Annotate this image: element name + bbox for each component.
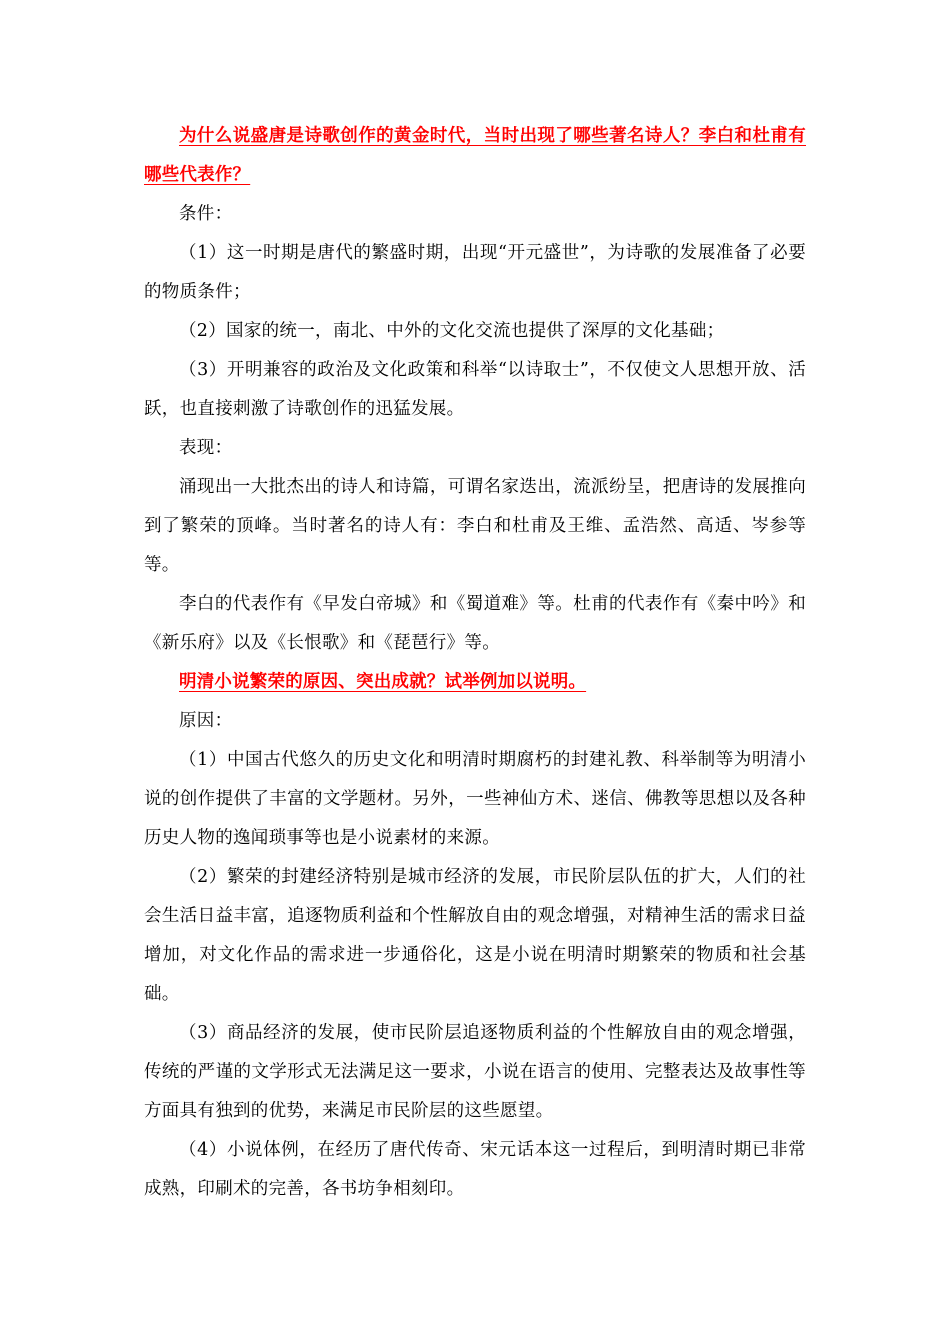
reason-paragraph-4: （4）小说体例，在经历了唐代传奇、宋元话本这一过程后，到明清时期已非常成熟，印刷术的完善，各书坊争相刻印。 — [144, 1140, 806, 1199]
section1-heading — [144, 117, 806, 195]
condition-paragraph-1: （1）这一时期是唐代的繁盛时期，出现“开元盛世”，为诗歌的发展准备了必要的物质条件； — [144, 243, 806, 302]
condition-paragraph-2: （2）国家的统一，南北、中外的文化交流也提供了深厚的文化基础； — [179, 321, 725, 341]
performance-label: 表现： — [179, 438, 233, 458]
reasons-label: 原因： — [179, 711, 233, 731]
reason-paragraph-1: （1）中国古代悠久的历史文化和明清时期腐朽的封建礼教、科举制等为明清小说的创作提供了丰富的文学题材。另外，一些神仙方术、迷信、佛教等思想以及各种历史人物的逸闻琐事等也是小说素材的来源。 — [144, 750, 806, 848]
performance-paragraph-1: 涌现出一大批杰出的诗人和诗篇，可谓名家迭出，流派纷呈，把唐诗的发展推向到了繁荣的顶峰。当时著名的诗人有：李白和杜甫及王维、孟浩然、高适、岑参等等。 — [144, 477, 806, 575]
reason-paragraph-3: （3）商品经济的发展，使市民阶层追逐物质利益的个性解放自由的观念增强，传统的严谨的文学形式无法满足这一要求，小说在语言的使用、完整表达及故事性等方面具有独到的优势，来满足市民阶层的这些愿望。 — [144, 1023, 806, 1121]
conditions-label: 条件： — [179, 204, 233, 224]
reason-paragraph-2: （2）繁荣的封建经济特别是城市经济的发展，市民阶层队伍的扩大，人们的社会生活日益丰富，追逐物质利益和个性解放自由的观念增强，对精神生活的需求日益增加，对文化作品的需求进一步通俗化，这是小说在明清时期繁荣的物质和社会基础。 — [144, 867, 806, 1004]
document-page — [144, 117, 806, 1209]
section1-heading-text: 为什么说盛唐是诗歌创作的黄金时代，当时出现了哪些著名诗人？李白和杜甫有哪些代表作？ — [144, 126, 806, 185]
performance-paragraph-2: 李白的代表作有《早发白帝城》和《蜀道难》等。杜甫的代表作有《秦中吟》和《新乐府》以及《长恨歌》和《琵琶行》等。 — [144, 594, 806, 653]
section2-heading — [144, 663, 806, 702]
condition-paragraph-3: （3）开明兼容的政治及文化政策和科举“以诗取士”，不仅使文人思想开放、活跃，也直接刺激了诗歌创作的迅猛发展。 — [144, 360, 806, 419]
section2-heading-text: 明清小说繁荣的原因、突出成就？试举例加以说明。 — [179, 672, 587, 692]
